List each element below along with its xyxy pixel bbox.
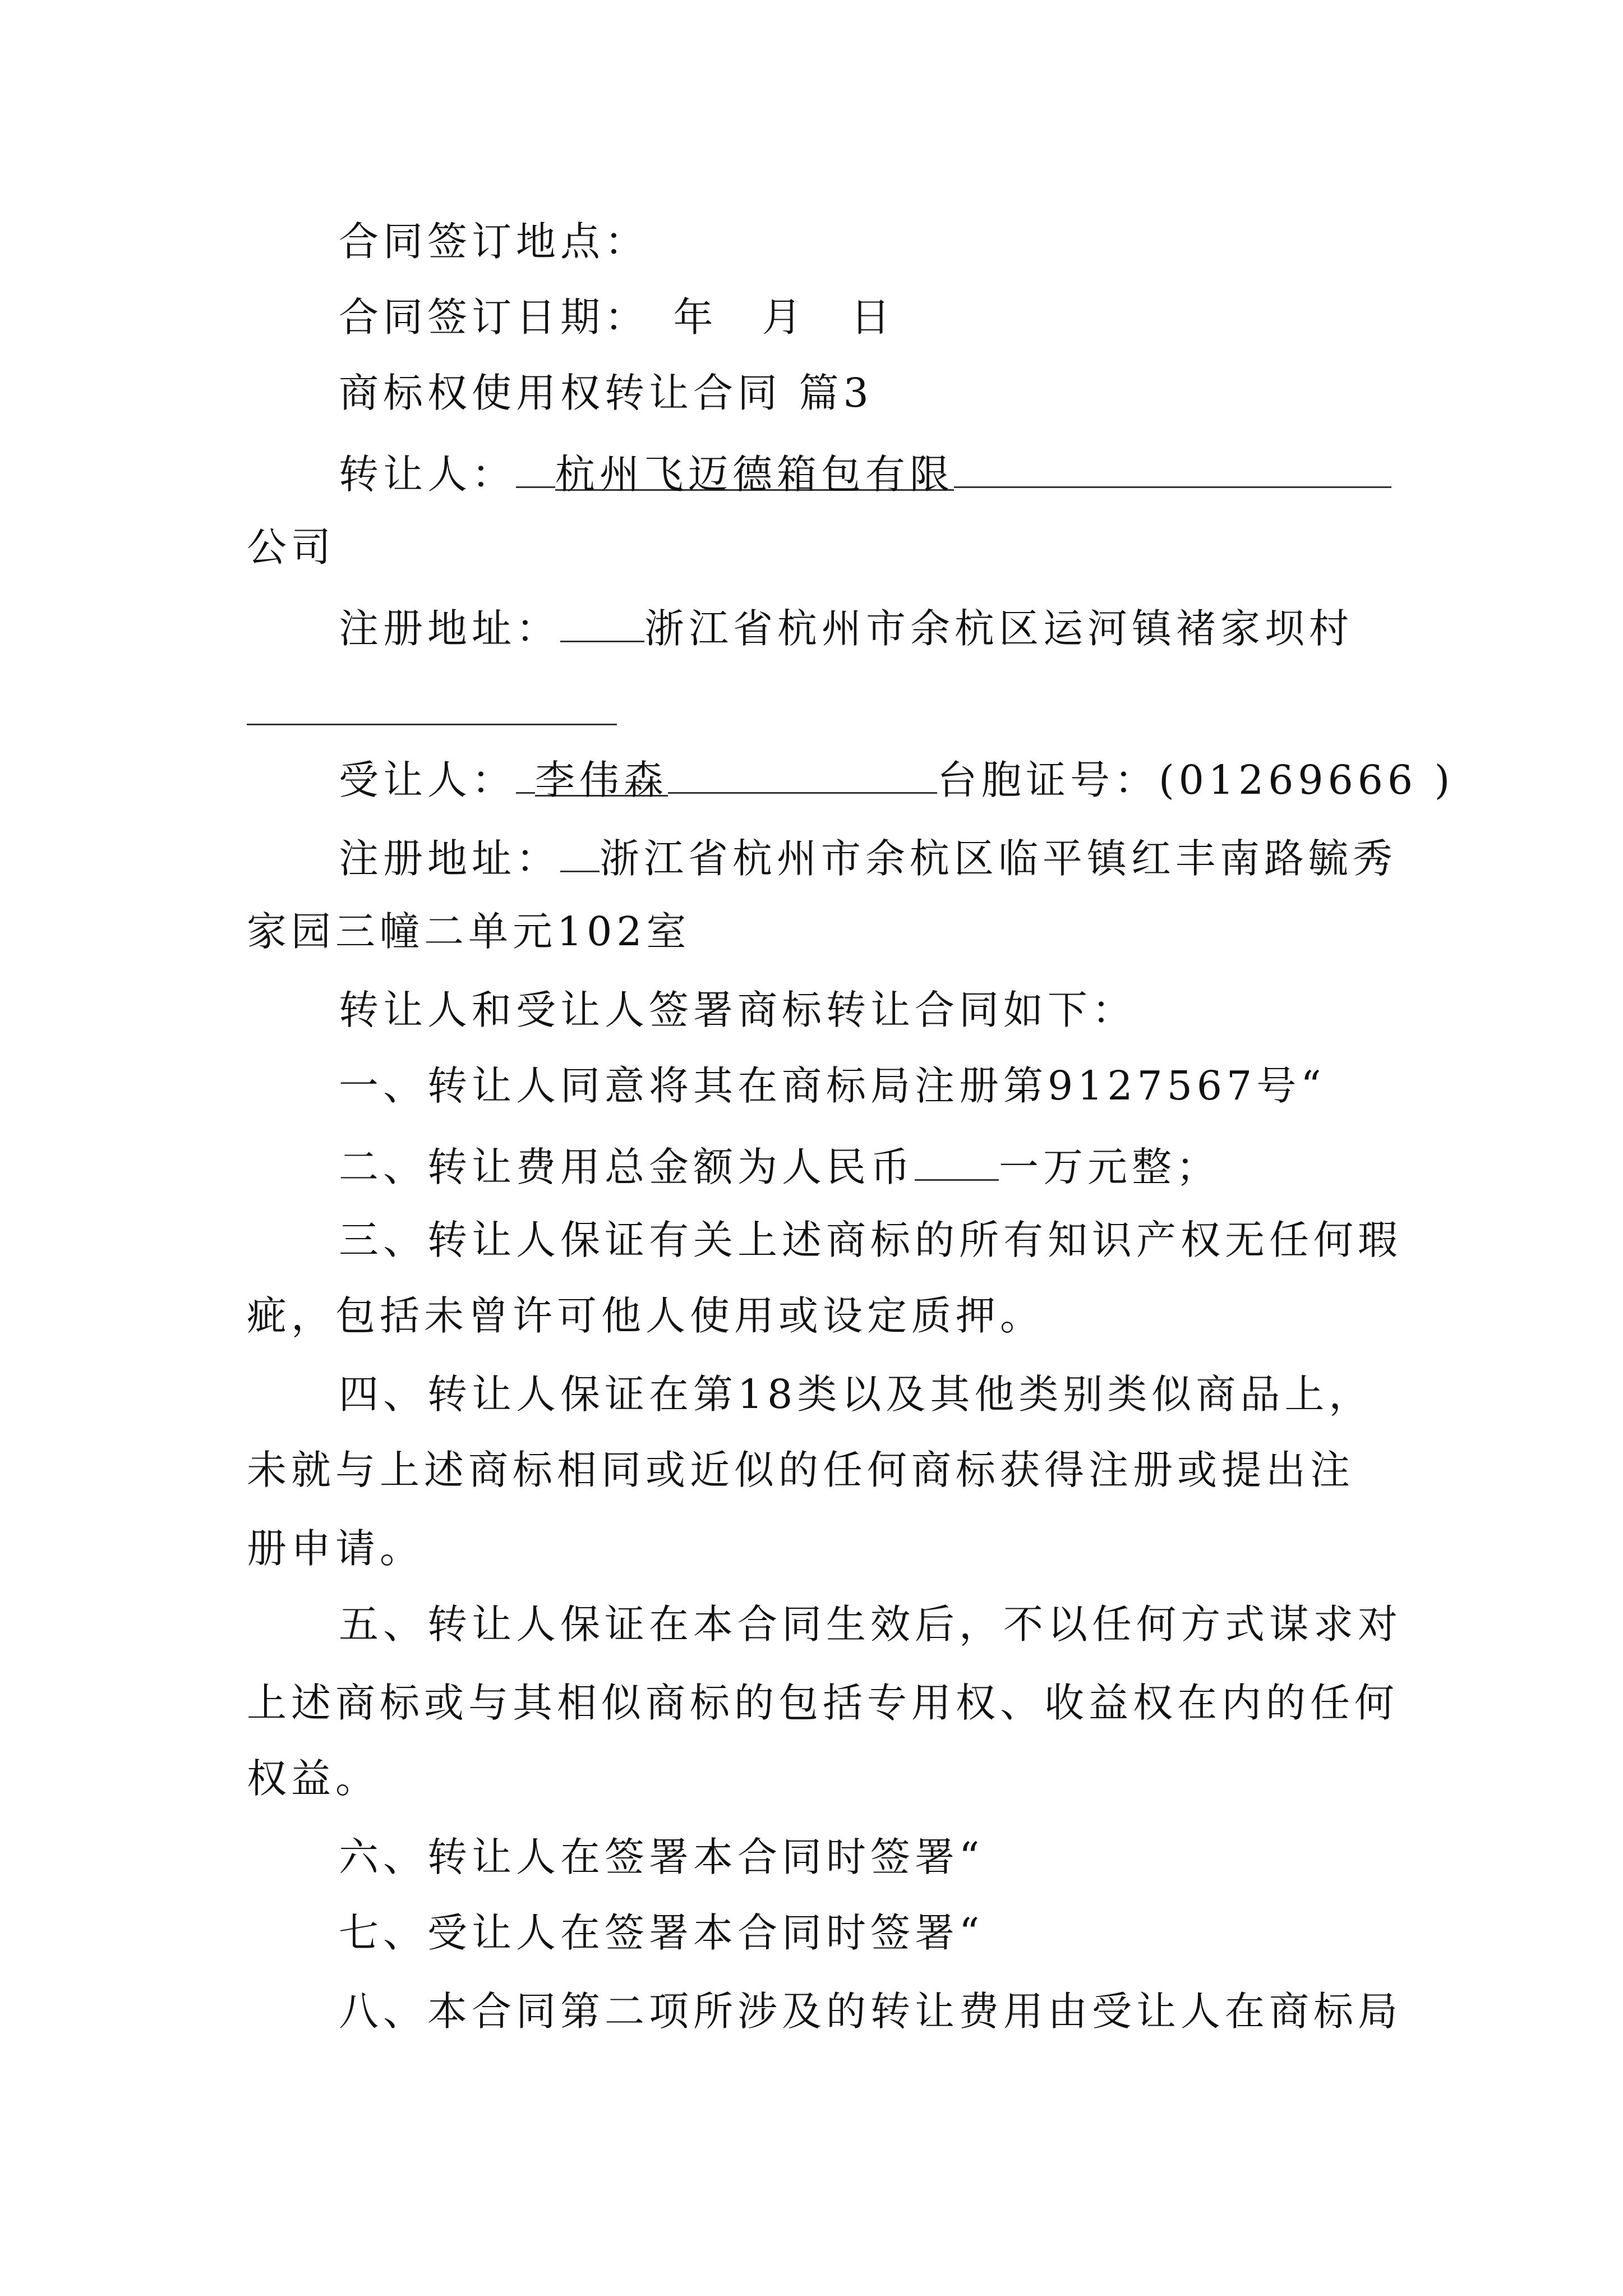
signing-place: 合同签订地点： <box>339 218 649 265</box>
clause-5-cont: 权益。 <box>247 1755 380 1802</box>
clause-5: 五、转让人保证在本合同生效后，不以任何方式谋求对 <box>339 1601 1403 1648</box>
clause-3-cont: 疵，包括未曾许可他人使用或设定质押。 <box>247 1292 1045 1339</box>
blank-underline <box>668 757 937 794</box>
clause-7: 七、受让人在签署本合同时签署“ <box>339 1910 984 1956</box>
clause-2-amount: 一万元整； <box>999 1144 1221 1190</box>
clause-4-cont: 未就与上述商标相同或近似的任何商标获得注册或提出注 <box>247 1447 1355 1493</box>
transferee-address: 浙江省杭州市余杭区临平镇红丰南路毓秀 <box>600 835 1398 882</box>
blank-underline <box>247 724 617 725</box>
clause-2 <box>339 1144 1221 1190</box>
blank-underline <box>516 452 555 488</box>
blank-underline <box>954 452 1391 488</box>
section-title: 商标权使用权转让合同 篇3 <box>339 370 873 416</box>
clause-3: 三、转让人保证有关上述商标的所有知识产权无任何瑕 <box>339 1217 1403 1263</box>
blank-underline <box>560 606 644 642</box>
clause-1: 一、转让人同意将其在商标局注册第9127567号“ <box>339 1062 1326 1109</box>
blank-underline <box>560 836 600 872</box>
transferor-address: 浙江省杭州市余杭区运河镇褚家坝村 <box>644 605 1354 652</box>
intro-text: 转让人和受让人签署商标转让合同如下： <box>339 987 1137 1033</box>
transferee-address-line <box>339 835 1398 882</box>
transferor-name-cont: 公司 <box>247 524 336 570</box>
address-label: 注册地址： <box>339 835 561 882</box>
clause-4: 四、转让人保证在第18类以及其他类别类似商品上， <box>339 1371 1373 1418</box>
clause-4-cont: 册申请。 <box>247 1525 425 1572</box>
transferee-line <box>339 757 1455 803</box>
clause-6: 六、转让人在签署本合同时签署“ <box>339 1834 984 1880</box>
clause-8: 八、本合同第二项所涉及的转让费用由受让人在商标局 <box>339 1988 1403 2035</box>
id-number: 台胞证号：(01269666 ) <box>937 757 1455 803</box>
transferee-label: 受让人： <box>339 757 517 803</box>
signing-date: 合同签订日期： 年 月 日 <box>339 294 895 341</box>
blank-underline <box>516 757 535 794</box>
transferor-label: 转让人： <box>339 451 517 498</box>
blank-underline <box>915 1144 999 1181</box>
transferee-name: 李伟森 <box>535 757 668 803</box>
transferor-address-line <box>339 605 1354 652</box>
transferor-name: 杭州飞迈德箱包有限 <box>555 451 955 498</box>
clause-5-cont: 上述商标或与其相似商标的包括专用权、收益权在内的任何 <box>247 1680 1399 1726</box>
clause-2-text: 二、转让费用总金额为人民币 <box>339 1144 915 1190</box>
transferee-address-cont: 家园三幢二单元102室 <box>247 908 691 955</box>
address-label: 注册地址： <box>339 605 561 652</box>
transferor-line <box>339 451 1391 498</box>
